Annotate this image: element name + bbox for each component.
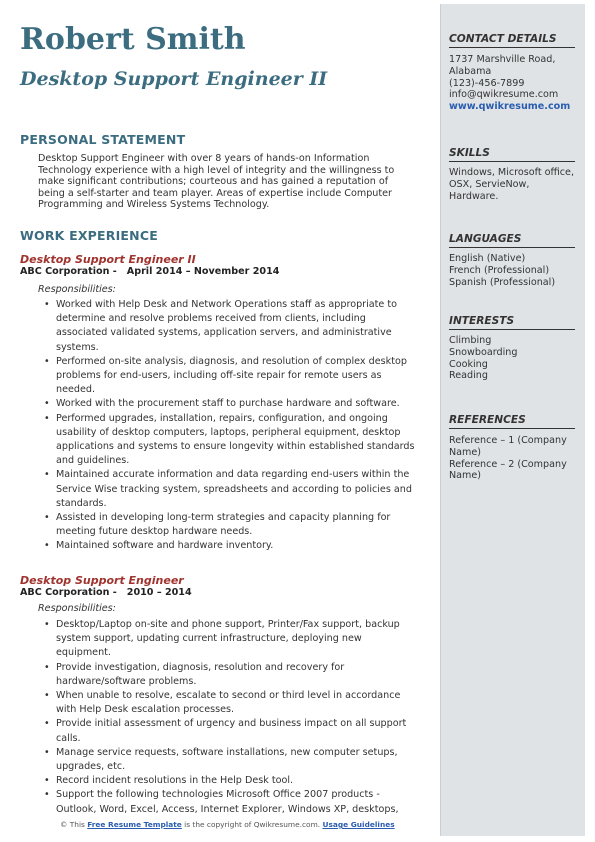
interests-heading: INTERESTS [449,315,575,330]
list-item: • When unable to resolve, escalate to second or third level in accordance with Help Desk escalation processes. [40,689,418,717]
list-item: Snowboarding [449,346,518,358]
list-item: Climbing [449,335,492,346]
languages-list [449,253,579,288]
contact-details-block [449,54,579,113]
footer-prefix: © This [60,820,88,829]
email-address[interactable]: info@qwikresume.com [449,89,559,101]
list-item: • Support the following technologies Microsoft Office 2007 products - Outlook, Word, Excel, Access, Internet Explorer, Windows XP, desktops, [40,788,418,816]
references-list [449,435,579,482]
job-title: Desktop Support Engineer II [20,253,196,266]
address-line: Alabama [449,65,492,77]
list-item: Reference – 2 (Company Name) [449,458,567,482]
personal-statement-heading: PERSONAL STATEMENT [20,132,186,147]
list-item: • Performed on-site analysis, diagnosis, and resolution of complex desktop problems for end-users, including off-site repair for remote users as needed. [40,355,418,398]
usage-guidelines-link[interactable]: Usage Guidelines [322,820,395,829]
list-item: • Worked with the procurement staff to purchase hardware and software. [40,397,418,411]
candidate-name: Robert Smith [20,22,246,57]
list-item: • Provide initial assessment of urgency and business impact on all support calls. [40,717,418,745]
contact-details-heading: CONTACT DETAILS [449,33,575,48]
list-item: • Desktop/Laptop on-site and phone support, Printer/Fax support, backup system support, updating current infrastructure, deploying new equipment. [40,618,418,661]
list-item: • Maintained software and hardware inventory. [40,539,418,553]
job-company-dates: ABC Corporation - 2010 – 2014 [20,587,192,598]
responsibilities-label: Responsibilities: [38,603,116,614]
list-item: • Worked with Help Desk and Network Operations staff as appropriate to determine and resolve problems received from clients, including associated validated systems, application servers, and administrative systems. [40,298,418,355]
list-item: • Maintained accurate information and data regarding end-users within the Service Wise tracking system, spreadsheets and according to policies and standards. [40,468,418,511]
free-resume-template-link[interactable]: Free Resume Template [87,820,182,829]
copyright-footer [60,820,395,829]
list-item: Reading [449,370,488,382]
list-item: Spanish (Professional) [449,276,556,288]
skills-text: Windows, Microsoft office, OSX, ServieNow, Hardware. [449,167,575,202]
interests-list [449,335,579,382]
job-bullet-list [40,298,418,554]
languages-heading: LANGUAGES [449,233,575,248]
references-heading: REFERENCES [449,414,575,429]
skills-heading: SKILLS [449,147,575,162]
address-line: 1737 Marshville Road, [449,54,556,65]
website-link[interactable]: www.qwikresume.com [449,101,571,113]
list-item: • Performed upgrades, installation, repairs, configuration, and ongoing usability of desktop computers, laptops, peripheral equipment, desktop applications and systems to ensure longevity within established standards and guidelines. [40,412,418,469]
job-company-dates: ABC Corporation - April 2014 – November 2014 [20,266,280,277]
footer-middle: is the copyright of Qwikresume.com. [181,820,323,829]
list-item: • Manage service requests, software installations, new computer setups, upgrades, etc. [40,746,418,774]
candidate-title: Desktop Support Engineer II [20,68,328,90]
list-item: Reference – 1 (Company Name) [449,435,567,458]
list-item: Cooking [449,358,488,370]
phone-number: (123)-456-7899 [449,77,525,89]
responsibilities-label: Responsibilities: [38,284,116,295]
list-item: • Assisted in developing long-term strategies and capacity planning for meeting future desktop hardware needs. [40,511,418,539]
job-bullet-list [40,618,418,817]
list-item: English (Native) [449,253,526,264]
list-item: • Record incident resolutions in the Help Desk tool. [40,774,418,788]
job-title: Desktop Support Engineer [20,574,184,587]
list-item: • Provide investigation, diagnosis, resolution and recovery for hardware/software problems. [40,661,418,689]
work-experience-heading: WORK EXPERIENCE [20,228,158,243]
personal-statement-text: Desktop Support Engineer with over 8 years of hands-on Information Technology experience with a high level of integrity and the willingness to make significant contributions; courteous and has gained a reputation of being a self-starter and team player. Areas of expertise include Computer Programming and Wireless Systems Technology. [38,153,395,211]
list-item: French (Professional) [449,264,550,276]
